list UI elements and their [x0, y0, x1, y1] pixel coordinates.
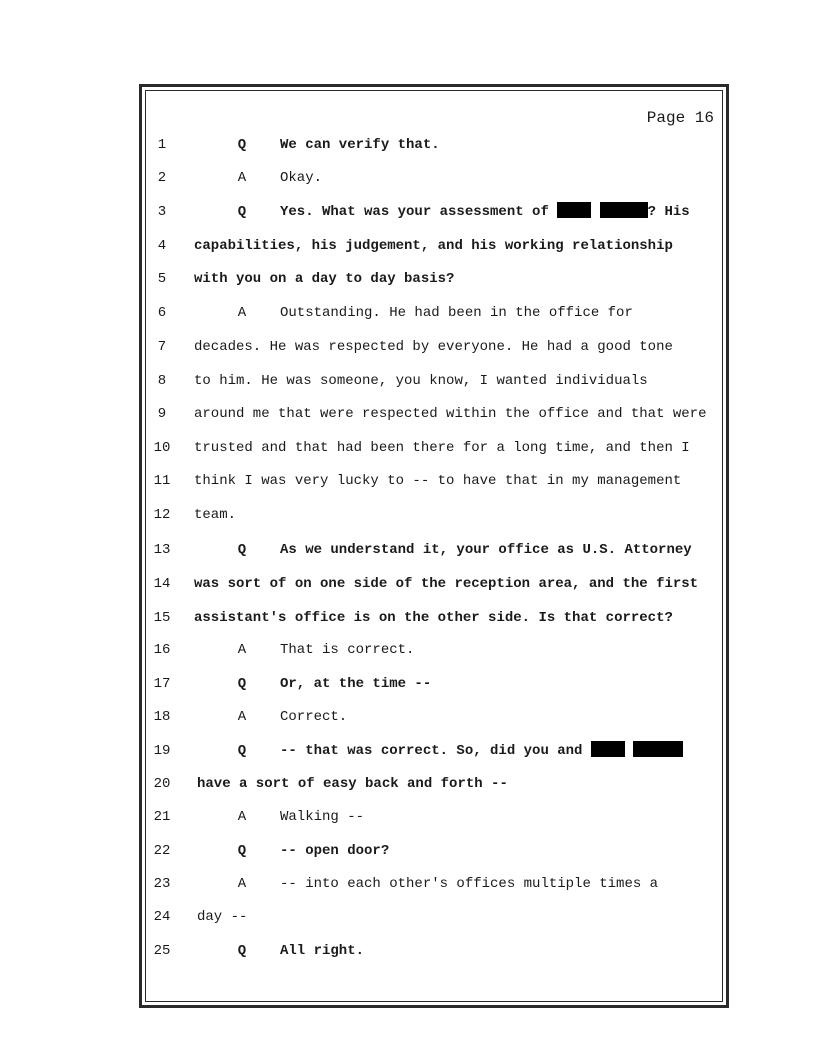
- line-text: to him. He was someone, you know, I wanted individuals: [194, 373, 648, 389]
- transcript-line: [0, 267, 816, 291]
- line-number: 9: [157, 406, 167, 422]
- speaker-label: Q: [237, 542, 247, 558]
- line-text-before-redaction: Yes. What was your assessment of: [280, 204, 558, 220]
- line-number: 6: [157, 305, 167, 321]
- line-number: 16: [153, 642, 171, 658]
- line-number: 2: [157, 170, 167, 186]
- line-text: assistant's office is on the other side. Is that correct?: [194, 610, 673, 626]
- line-text: Or, at the time --: [280, 676, 432, 692]
- transcript-line: [0, 905, 816, 929]
- transcript-line: [0, 301, 816, 325]
- line-number: 25: [153, 943, 171, 959]
- redaction-block: [633, 741, 683, 757]
- line-text: with you on a day to day basis?: [194, 271, 455, 287]
- line-text: around me that were respected within the office and that were: [194, 406, 707, 422]
- speaker-label: A: [237, 876, 247, 892]
- line-text: -- into each other's offices multiple times a: [280, 876, 659, 892]
- transcript-line: [0, 705, 816, 729]
- transcript-line: [0, 805, 816, 829]
- line-number: 13: [153, 542, 171, 558]
- line-text: Correct.: [280, 709, 348, 725]
- line-number: 8: [157, 373, 167, 389]
- transcript-line: [0, 538, 816, 562]
- transcript-line: [0, 672, 816, 696]
- transcript-line: [0, 335, 816, 359]
- redaction-block: [557, 202, 591, 218]
- transcript-line: [0, 638, 816, 662]
- line-text: We can verify that.: [280, 137, 440, 153]
- transcript-line: [0, 166, 816, 190]
- line-text: team.: [194, 507, 237, 523]
- speaker-label: Q: [237, 204, 247, 220]
- line-text: -- open door?: [280, 843, 390, 859]
- line-text: day --: [197, 909, 248, 925]
- redaction-block: [600, 202, 648, 218]
- line-number: 22: [153, 843, 171, 859]
- line-number: 23: [153, 876, 171, 892]
- transcript-line: [0, 839, 816, 863]
- line-number: 12: [153, 507, 171, 523]
- speaker-label: A: [237, 305, 247, 321]
- line-number: 5: [157, 271, 167, 287]
- line-text: That is correct.: [280, 642, 415, 658]
- line-text: [280, 200, 690, 224]
- transcript-line: [0, 436, 816, 460]
- line-text: was sort of on one side of the reception area, and the first: [194, 576, 699, 592]
- line-number: 4: [157, 238, 167, 254]
- line-text-after-redaction: ? His: [647, 204, 690, 220]
- redaction-block: [591, 741, 625, 757]
- line-number: 20: [153, 776, 171, 792]
- transcript-line: [0, 606, 816, 630]
- line-number: 21: [153, 809, 171, 825]
- line-number: 17: [153, 676, 171, 692]
- speaker-label: A: [237, 642, 247, 658]
- line-text: Walking --: [280, 809, 365, 825]
- line-text: think I was very lucky to -- to have that in my management: [194, 473, 682, 489]
- line-number: 11: [153, 473, 171, 489]
- line-text: [280, 739, 683, 763]
- transcript-line: [0, 469, 816, 493]
- line-text: As we understand it, your office as U.S. Attorney: [280, 542, 692, 558]
- line-number: 24: [153, 909, 171, 925]
- line-number: 18: [153, 709, 171, 725]
- speaker-label: A: [237, 809, 247, 825]
- speaker-label: Q: [237, 943, 247, 959]
- transcript-line: [0, 402, 816, 426]
- speaker-label: Q: [237, 743, 247, 759]
- line-text: trusted and that had been there for a long time, and then I: [194, 440, 690, 456]
- line-number: 15: [153, 610, 171, 626]
- line-number: 3: [157, 204, 167, 220]
- transcript-line: [0, 133, 816, 157]
- line-number: 14: [153, 576, 171, 592]
- line-number: 1: [157, 137, 167, 153]
- transcript-line: [0, 939, 816, 963]
- page-number: Page 16: [646, 109, 714, 127]
- line-text: have a sort of easy back and forth --: [197, 776, 508, 792]
- line-text: Outstanding. He had been in the office for: [280, 305, 633, 321]
- transcript-line: [0, 772, 816, 796]
- transcript-line: [0, 572, 816, 596]
- speaker-label: A: [237, 170, 247, 186]
- line-text: Okay.: [280, 170, 323, 186]
- line-text: All right.: [280, 943, 365, 959]
- line-number: 19: [153, 743, 171, 759]
- line-text: decades. He was respected by everyone. He had a good tone: [194, 339, 673, 355]
- line-number: 7: [157, 339, 167, 355]
- speaker-label: Q: [237, 137, 247, 153]
- line-text: capabilities, his judgement, and his working relationship: [194, 238, 673, 254]
- line-number: 10: [153, 440, 171, 456]
- transcript-line: [0, 739, 816, 763]
- transcript-line: [0, 234, 816, 258]
- transcript-line: [0, 503, 816, 527]
- speaker-label: A: [237, 709, 247, 725]
- transcript-line: [0, 369, 816, 393]
- line-text-before-redaction: -- that was correct. So, did you and: [280, 743, 591, 759]
- speaker-label: Q: [237, 676, 247, 692]
- speaker-label: Q: [237, 843, 247, 859]
- transcript-line: [0, 872, 816, 896]
- transcript-line: [0, 200, 816, 224]
